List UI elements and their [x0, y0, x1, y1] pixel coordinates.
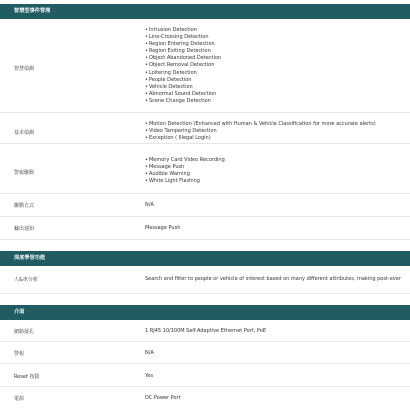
- list-item: • Memory Card Video Recording: [145, 157, 225, 164]
- spec-value: Message Push: [145, 225, 181, 231]
- spec-row-network-port: [0, 320, 410, 342]
- spec-row-output-notification: [0, 217, 410, 240]
- list-item: • People Detection: [145, 77, 221, 84]
- spec-row-power: [0, 387, 410, 410]
- spec-label: 警報: [14, 351, 25, 357]
- list-item: • Object Abandoned Detection: [145, 55, 221, 62]
- list-item: • Scene Change Detection: [145, 98, 221, 105]
- spec-row-alarm: [0, 342, 410, 364]
- list-item: • Audible Warning: [145, 171, 225, 178]
- spec-value: N/A: [145, 202, 154, 208]
- list-item: • Exception ( Illegal Login): [145, 135, 376, 142]
- list-item: • Message Push: [145, 164, 225, 171]
- spec-row-person-vehicle-analysis: [0, 266, 410, 294]
- spec-label: 人&車分析: [14, 277, 38, 283]
- section-header-deep-learning: 深度學習功能: [0, 251, 410, 266]
- alarm-linkage-list: [145, 157, 225, 185]
- spec-label: Reset 按鈕: [14, 374, 40, 380]
- basic-detection-list: [145, 121, 376, 142]
- list-item: • Video Tampering Detection: [145, 128, 376, 135]
- spec-row-basic-detection: [0, 113, 410, 144]
- list-item: • Region Entering Detection: [145, 41, 221, 48]
- list-item: • White Light Flashing: [145, 178, 225, 185]
- spec-label: 電源: [14, 396, 25, 402]
- spec-value: Yes: [145, 373, 154, 379]
- section-header-smart-event: 智慧型事件管理: [0, 4, 410, 19]
- spec-label: 基本偵測: [14, 130, 35, 136]
- spec-label: 智慧偵測: [14, 66, 35, 72]
- list-item: • Intrusion Detection: [145, 27, 221, 34]
- spec-row-alarm-linkage: [0, 144, 410, 194]
- list-item: • Region Exiting Detection: [145, 48, 221, 55]
- spec-value: N/A: [145, 350, 154, 356]
- spec-value: Search and filter to people or vehicle of interest based on many different attributes, making post-ever: [145, 276, 401, 282]
- smart-detection-list: [145, 27, 221, 105]
- list-item: • Abnormal Sound Detection: [145, 91, 221, 98]
- spec-label: 聯動方式: [14, 203, 35, 209]
- list-item: • Loitering Detection: [145, 70, 221, 77]
- list-item: • Line-Crossing Detection: [145, 34, 221, 41]
- list-item: • Object Removal Detection: [145, 62, 221, 69]
- spec-label: 網路接孔: [14, 329, 35, 335]
- list-item: • Vehicle Detection: [145, 84, 221, 91]
- spec-row-linkage-method: [0, 194, 410, 217]
- spec-label: 警報聯動: [14, 170, 35, 176]
- list-item: • Motion Detection (Enhanced with Human & Vehicle Classification for more accurate alerts): [145, 121, 376, 128]
- section-header-interface: 介面: [0, 305, 410, 320]
- spec-row-smart-detection: [0, 19, 410, 113]
- spec-label: 輸出通知: [14, 226, 35, 232]
- spec-row-reset-button: [0, 364, 410, 387]
- spec-value: 1 RJ45 10/100M Self-Adaptive Ethernet Port, PoE: [145, 328, 266, 334]
- spec-value: DC Power Port: [145, 395, 181, 401]
